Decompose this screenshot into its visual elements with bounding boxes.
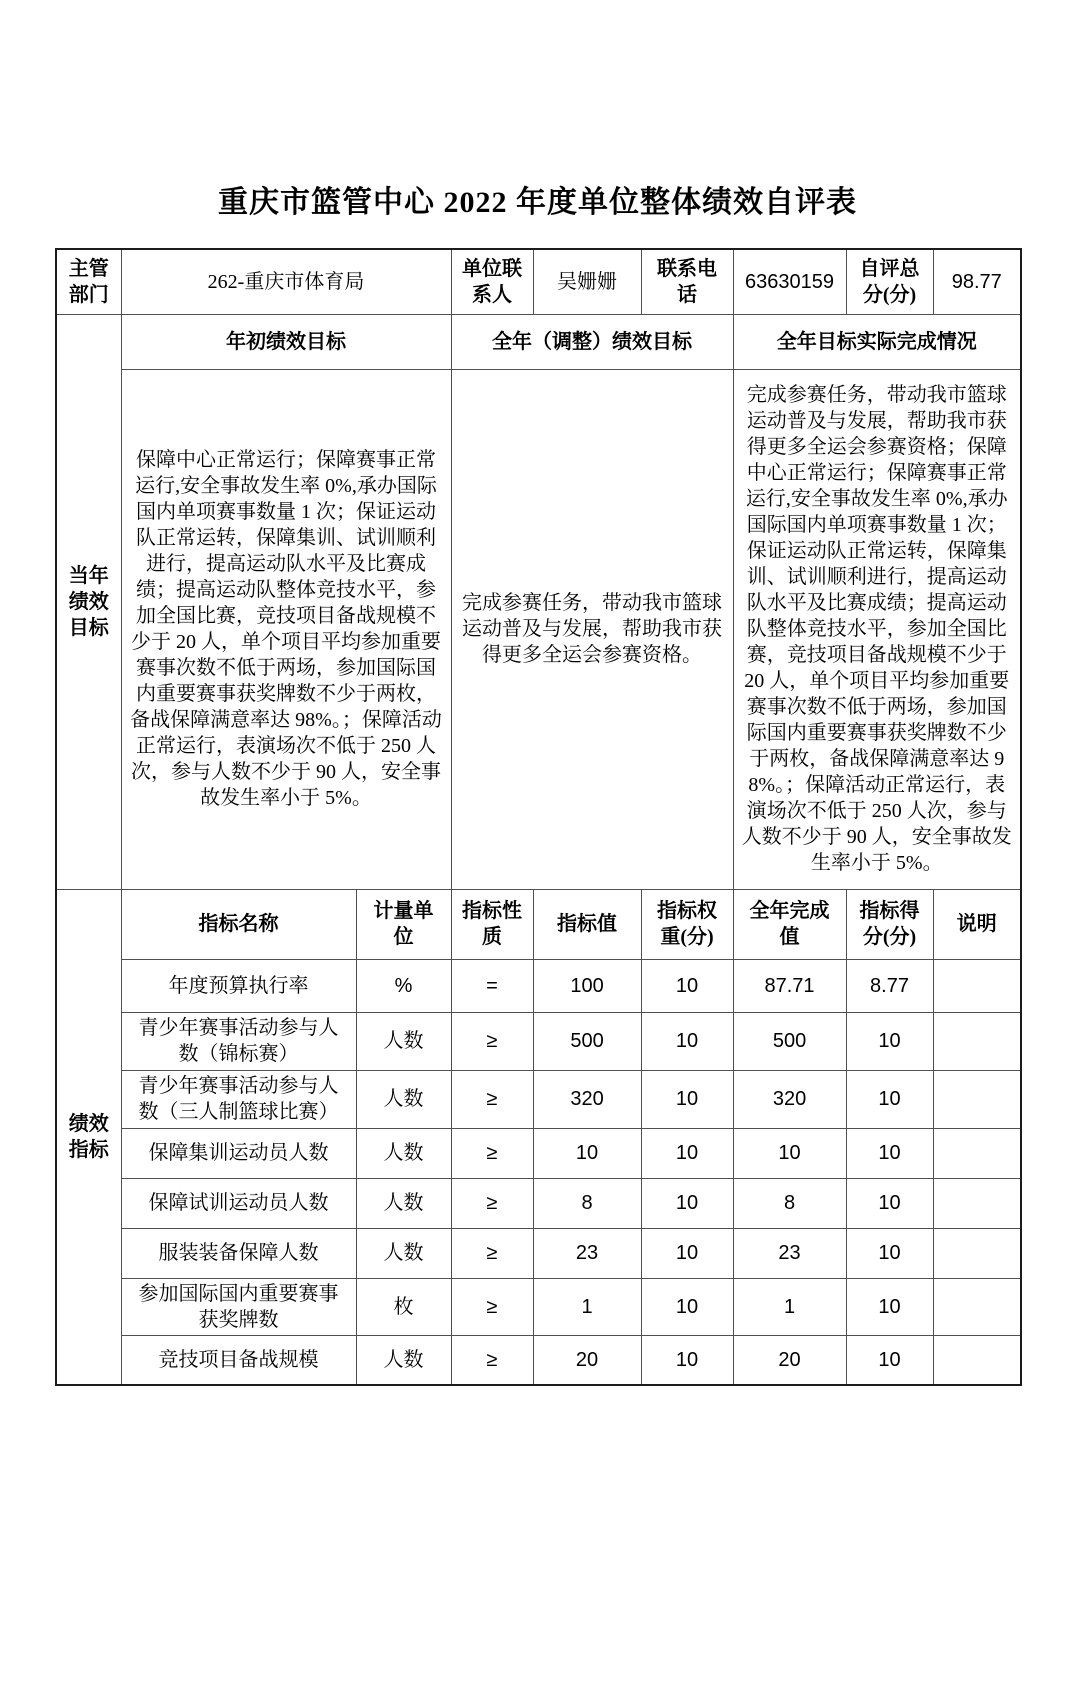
goals-initial-header: 年初绩效目标 [121,314,451,369]
page-title: 重庆市篮管中心 2022 年度单位整体绩效自评表 [218,186,857,219]
indicator-note [933,1278,1021,1335]
indicator-note [933,1070,1021,1128]
indicator-nature: ≥ [451,1278,533,1335]
col-header-completed: 全年完成值 [733,889,846,959]
indicator-completed: 23 [733,1228,846,1278]
indicator-score: 10 [846,1178,933,1228]
indicator-weight: 10 [641,1228,733,1278]
score-value: 98.77 [933,249,1021,314]
col-header-note: 说明 [933,889,1021,959]
indicator-value: 8 [533,1178,641,1228]
indicator-nature: ≥ [451,1128,533,1178]
indicator-completed: 10 [733,1128,846,1178]
indicator-unit: % [356,959,451,1012]
indicator-score: 10 [846,1128,933,1178]
indicator-value: 20 [533,1335,641,1385]
performance-table [55,248,1022,1386]
table-row [56,1012,1021,1070]
goals-content-row [56,369,1021,889]
table-row [56,1070,1021,1128]
col-header-weight: 指标权重(分) [641,889,733,959]
indicator-weight: 10 [641,1335,733,1385]
contact-value: 吴姗姗 [533,249,641,314]
indicator-unit: 枚 [356,1278,451,1335]
goals-actual-text: 完成参赛任务，带动我市篮球运动普及与发展，帮助我市获得更多全运会参赛资格；保障中心正常运行；保障赛事正常运行,安全事故发生率 0%,承办国际国内单项赛事数量 1 次；保证运动队正常运转，保障集训、试训顺利进行，提高运动队水平及比赛成绩；提高运动队整体竞技水平，参加全国比赛，竞技项目备战规模不少于 20 人，单个项目平均参加重要赛事次数不低于两场，参加国际国内重要赛事获奖牌数不少于两枚，备战保障满意率达 98%。；保障活动正常运行，表演场次不低于 250 人次，参与人数不少于 90 人，安全事故发生率小于 5%。 [733,369,1021,889]
indicator-value: 1 [533,1278,641,1335]
indicator-score: 10 [846,1335,933,1385]
indicator-score: 10 [846,1070,933,1128]
indicators-header-row [56,889,1021,959]
col-header-name: 指标名称 [121,889,356,959]
indicator-unit: 人数 [356,1012,451,1070]
indicator-value: 500 [533,1012,641,1070]
indicator-nature: ≥ [451,1228,533,1278]
indicator-nature: ≥ [451,1070,533,1128]
col-header-unit: 计量单位 [356,889,451,959]
indicator-name: 服装装备保障人数 [121,1228,356,1278]
goals-actual-header: 全年目标实际完成情况 [733,314,1021,369]
dept-label: 主管部门 [56,249,121,314]
indicator-completed: 8 [733,1178,846,1228]
goals-initial-text: 保障中心正常运行；保障赛事正常运行,安全事故发生率 0%,承办国际国内单项赛事数量 1 次；保证运动队正常运转，保障集训、试训顺利进行，提高运动队水平及比赛成绩；提高运动队整体竞技水平，参加全国比赛，竞技项目备战规模不少于 20 人，单个项目平均参加重要赛事次数不低于两场，参加国际国内重要赛事获奖牌数不少于两枚，备战保障满意率达 98%。；保障活动正常运行，表演场次不低于 250 人次，参与人数不少于 90 人，安全事故发生率小于 5%。 [121,369,451,889]
goals-row-label: 当年绩效目标 [56,314,121,889]
indicator-name: 竞技项目备战规模 [121,1335,356,1385]
indicator-score: 10 [846,1228,933,1278]
indicator-name: 年度预算执行率 [121,959,356,1012]
indicator-completed: 320 [733,1070,846,1128]
goals-adjusted-text: 完成参赛任务，带动我市篮球运动普及与发展，帮助我市获得更多全运会参赛资格。 [451,369,733,889]
info-row [56,249,1021,314]
indicator-nature: ≥ [451,1012,533,1070]
indicator-note [933,1012,1021,1070]
indicator-note [933,1228,1021,1278]
indicator-score: 8.77 [846,959,933,1012]
indicator-weight: 10 [641,1070,733,1128]
score-label: 自评总分(分) [846,249,933,314]
indicator-name: 青少年赛事活动参与人数（锦标赛） [121,1012,356,1070]
indicator-unit: 人数 [356,1335,451,1385]
col-header-score: 指标得分(分) [846,889,933,959]
indicator-value: 320 [533,1070,641,1128]
indicator-note [933,1335,1021,1385]
indicator-note [933,959,1021,1012]
indicator-weight: 10 [641,1278,733,1335]
dept-value: 262-重庆市体育局 [121,249,451,314]
indicator-weight: 10 [641,959,733,1012]
contact-label: 单位联系人 [451,249,533,314]
indicator-note [933,1178,1021,1228]
indicator-weight: 10 [641,1128,733,1178]
goals-header-row [56,314,1021,369]
indicator-completed: 87.71 [733,959,846,1012]
indicator-note [933,1128,1021,1178]
phone-value: 63630159 [733,249,846,314]
table-row [56,1335,1021,1385]
indicator-value: 100 [533,959,641,1012]
indicator-nature: ≥ [451,1178,533,1228]
goals-adjusted-header: 全年（调整）绩效目标 [451,314,733,369]
indicator-weight: 10 [641,1012,733,1070]
table-row [56,959,1021,1012]
indicator-completed: 1 [733,1278,846,1335]
indicator-weight: 10 [641,1178,733,1228]
table-row [56,1178,1021,1228]
indicator-completed: 20 [733,1335,846,1385]
indicator-score: 10 [846,1012,933,1070]
indicator-value: 10 [533,1128,641,1178]
indicator-score: 10 [846,1278,933,1335]
indicator-nature: = [451,959,533,1012]
indicator-unit: 人数 [356,1228,451,1278]
col-header-nature: 指标性质 [451,889,533,959]
indicator-nature: ≥ [451,1335,533,1385]
indicator-value: 23 [533,1228,641,1278]
indicators-row-label: 绩效指标 [56,889,121,1385]
table-row [56,1278,1021,1335]
indicator-name: 参加国际国内重要赛事获奖牌数 [121,1278,356,1335]
col-header-value: 指标值 [533,889,641,959]
indicator-name: 保障集训运动员人数 [121,1128,356,1178]
table-row [56,1128,1021,1178]
indicator-completed: 500 [733,1012,846,1070]
indicator-name: 保障试训运动员人数 [121,1178,356,1228]
table-row [56,1228,1021,1278]
indicator-unit: 人数 [356,1128,451,1178]
indicator-unit: 人数 [356,1178,451,1228]
indicator-name: 青少年赛事活动参与人数（三人制篮球比赛） [121,1070,356,1128]
phone-label: 联系电话 [641,249,733,314]
indicator-unit: 人数 [356,1070,451,1128]
